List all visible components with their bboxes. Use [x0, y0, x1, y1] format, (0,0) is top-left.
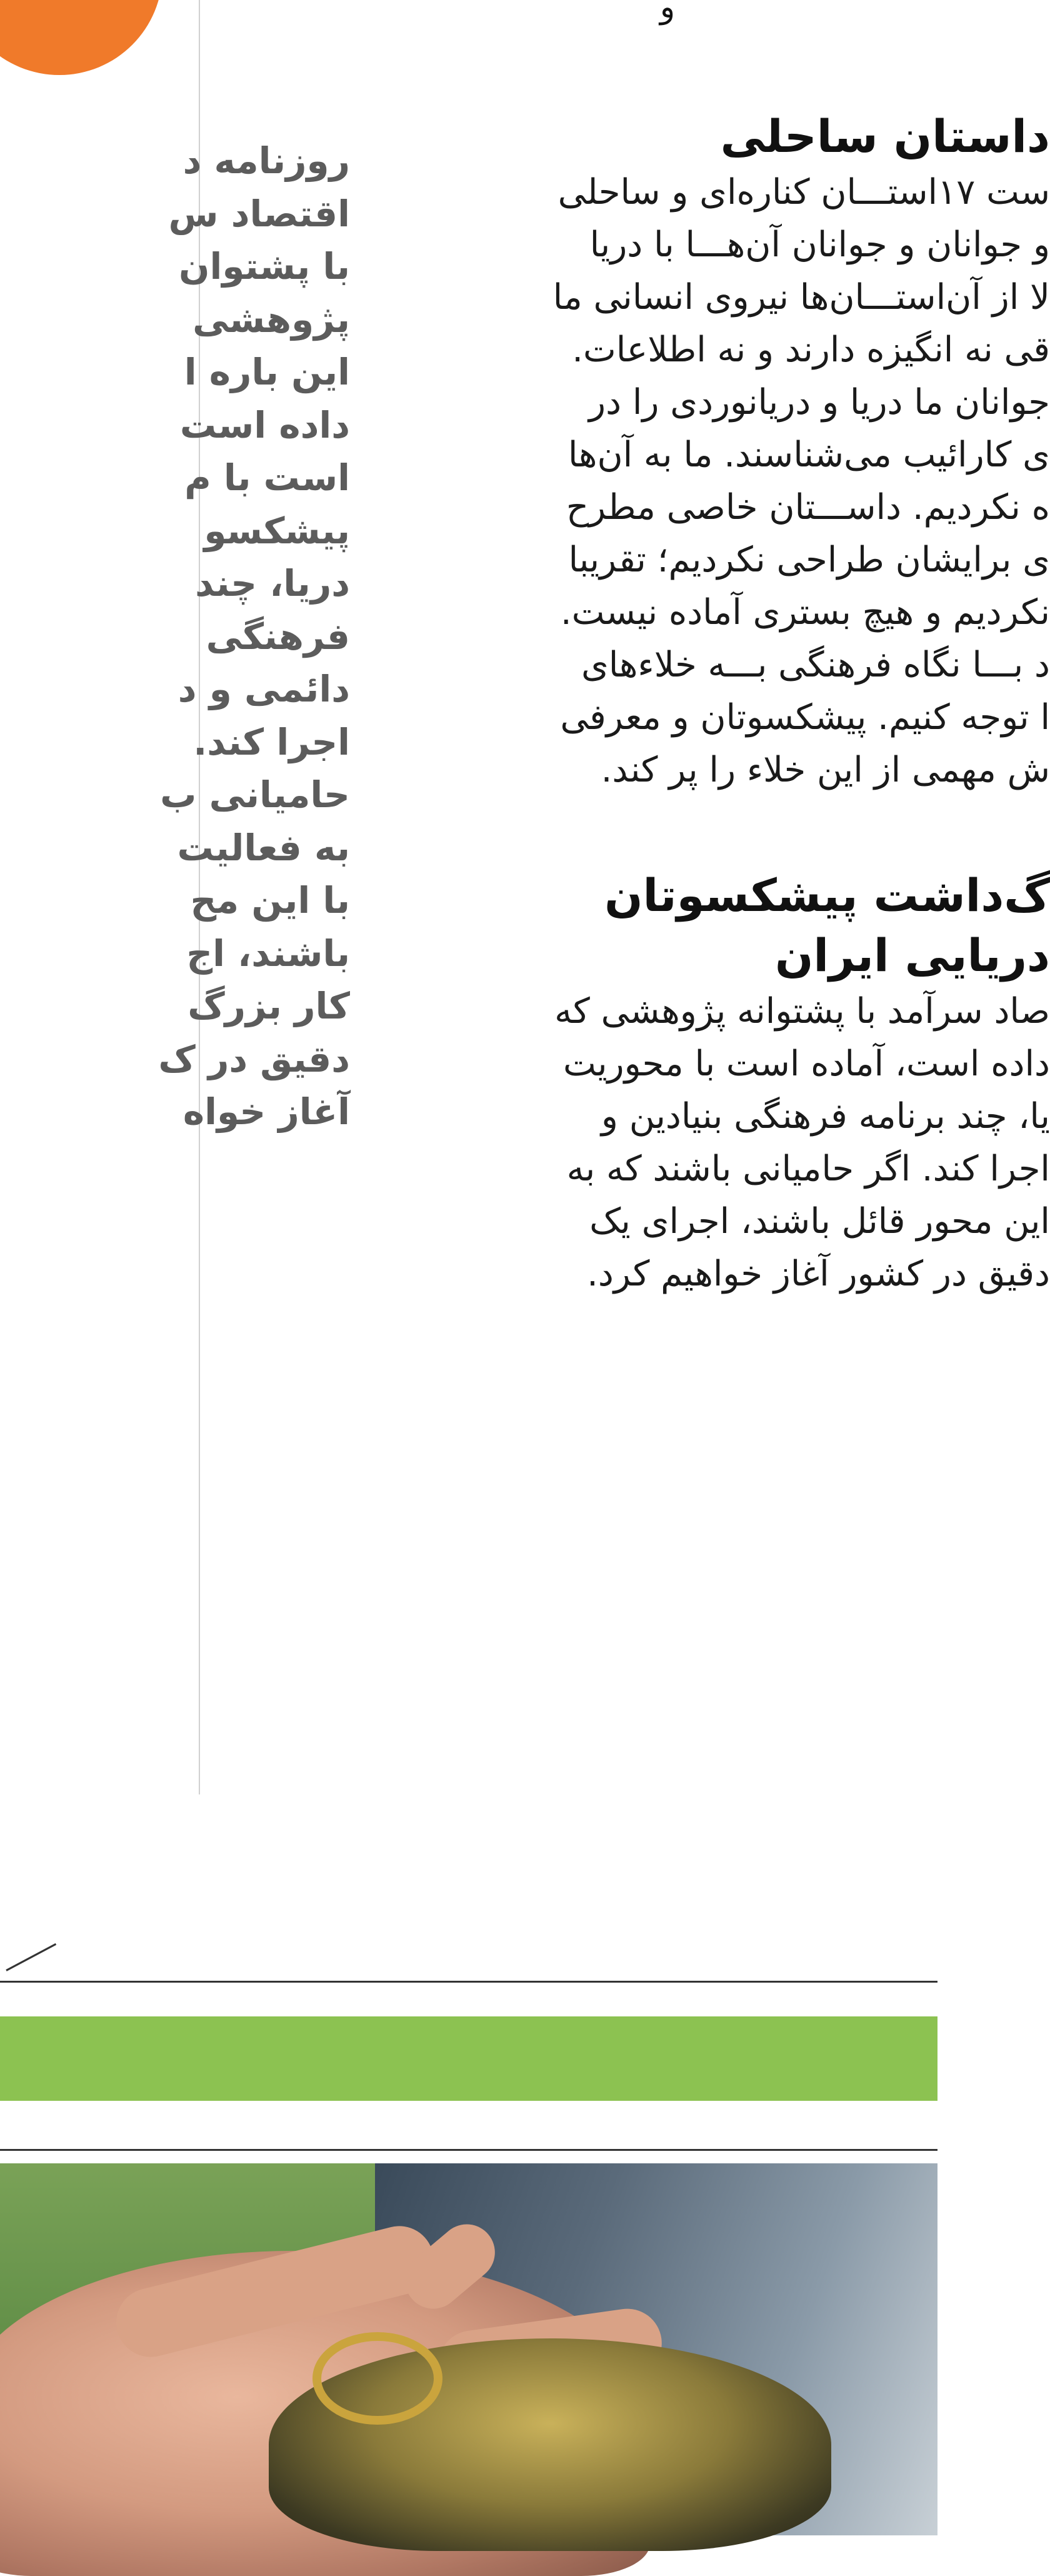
paragraph-line: این محور قائل باشند، اجرای یک: [589, 1201, 1050, 1242]
section-heading-coastal-story: [294, 106, 1050, 166]
left-line: داده است: [179, 403, 350, 446]
heading-line: دریایی ایران: [774, 929, 1050, 982]
left-line: است با م: [184, 456, 350, 499]
left-line: روزنامه د: [182, 139, 350, 182]
band-bottom-rule: [0, 2149, 938, 2151]
heading-line: گ‌داشت پیشکسوتان: [604, 869, 1050, 922]
paragraph-line: لا از آن‌استـــان‌ها نیروی انسانی ما: [552, 277, 1050, 318]
left-line: حامیانی ب: [160, 773, 350, 816]
section-paragraph-2: [294, 985, 1050, 1301]
paragraph-line: قی نه انگیزه دارند و نه اطلاعات.: [572, 330, 1050, 370]
left-line: کار بزرگ: [188, 985, 350, 1027]
paragraph-line: یا، چند برنامه فرهنگی بنیادین و: [601, 1096, 1050, 1137]
left-line: این باره ا: [184, 351, 350, 393]
section-paragraph-1: [294, 166, 1050, 797]
paragraph-line: جوانان ما دریا و دریانوردی را در: [589, 382, 1050, 423]
left-line: پیشکسو: [204, 509, 350, 552]
paragraph-line: دقیق در کشور آغاز خواهیم کرد.: [587, 1254, 1050, 1294]
paragraph-line: داده است، آماده است با محوریت: [562, 1044, 1050, 1084]
article-body: [294, 106, 1050, 1301]
left-line: دقیق در ک: [158, 1037, 350, 1080]
paragraph-line: ی برایشان طراحی نکردیم؛ تقریبا: [568, 540, 1050, 580]
section-spacer: [294, 797, 1050, 865]
paragraph-line: ش مهمی از این خلاء را پر کند.: [601, 750, 1050, 790]
top-text-fragment: و: [659, 0, 675, 25]
orange-decorative-shape: [0, 0, 162, 75]
photo-ring: [312, 2332, 442, 2425]
paragraph-line: نکردیم و هیچ بستری آماده نیست.: [560, 592, 1050, 633]
left-column: [0, 134, 350, 1698]
left-line: دریا، چند: [195, 562, 350, 605]
paragraph-line: ه نکردیم. داســـتان خاصی مطرح: [566, 487, 1050, 528]
paragraph-line: ی کارائیب می‌شناسند. ما به آن‌ها: [568, 435, 1050, 475]
paragraph-line: ست ۱۷استـــان کناره‌ای و ساحلی: [558, 172, 1050, 213]
paragraph-line: و جوانان و جوانان آن‌هـــا با دریا: [589, 224, 1050, 265]
left-line: با پشتوان: [179, 245, 350, 288]
article-photo: [0, 2163, 938, 2535]
heading-line: داستان ساحلی: [720, 110, 1050, 163]
green-band: [0, 2016, 938, 2101]
left-line: پژوهشی: [192, 298, 350, 341]
left-line: با این مح: [190, 879, 350, 922]
right-column: [294, 106, 1050, 1869]
left-line: فرهنگی: [206, 615, 350, 658]
left-line: آغاز خواه: [182, 1090, 350, 1133]
band-top-rule: [0, 1981, 938, 1983]
left-line: باشند، اج: [186, 932, 350, 975]
section-heading-veterans: [294, 865, 1050, 985]
left-line: به فعالیت: [177, 826, 350, 869]
left-line: دائمی و د: [178, 668, 350, 710]
paragraph-line: ا توجه کنیم. پیشکسوتان و معرفی: [560, 697, 1050, 738]
paragraph-line: اجرا کند. اگر حامیانی باشند که به: [566, 1149, 1050, 1189]
band-slash-mark: [6, 1943, 56, 1971]
paragraph-line: د بـــا نگاه فرهنگی بـــه خلاء‌های: [581, 645, 1050, 685]
paragraph-line: صاد سرآمد با پشتوانه پژوهشی که: [554, 991, 1050, 1032]
left-line: اجرا کند.: [193, 720, 350, 763]
left-line: اقتصاد س: [168, 192, 350, 235]
